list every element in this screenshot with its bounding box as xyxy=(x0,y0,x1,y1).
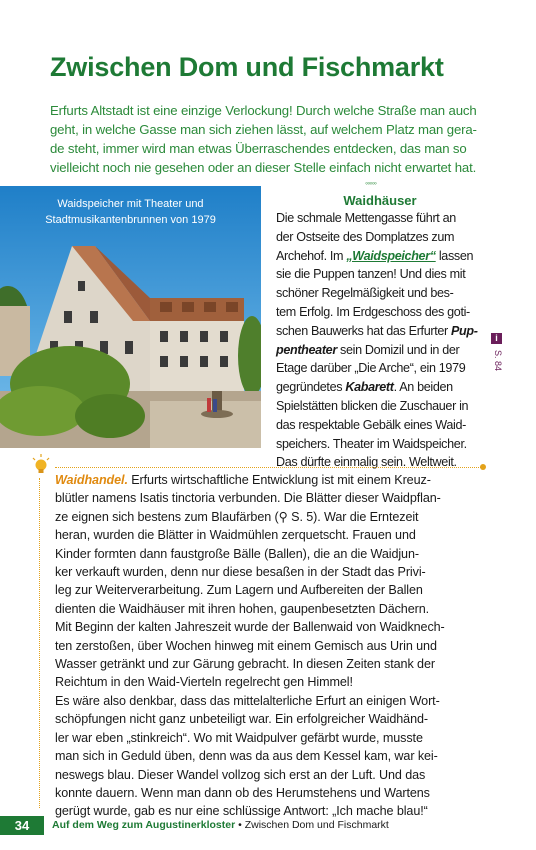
intro-line: de steht, immer wird man etwas Überraschendes entdecken, das man so xyxy=(50,141,467,156)
text-line: das respektable Gebälk eines Waid- xyxy=(276,417,466,432)
text-line: heran, wurden die Blätter in Waidmühlen zerquetscht. Frauen und xyxy=(55,528,416,543)
text-line: Etage darüber „Die Arche“, ein 1979 xyxy=(276,361,466,376)
caption-line: Stadtmusikantenbrunnen von 1979 xyxy=(45,214,216,226)
page-number: 34 xyxy=(0,816,44,835)
text-line: der Ostseite des Domplatzes zum xyxy=(276,229,455,244)
text-line: pentheater sein Domizil und in der xyxy=(276,342,460,357)
text-line: schöner Regelmäßigkeit und bes- xyxy=(276,286,454,301)
text-line: dienten die Waidhäuser mit ihren hohen, gaupenbesetzten Dächern. xyxy=(55,601,429,616)
page-footer xyxy=(0,816,536,835)
section-heading: Waidhäuser xyxy=(343,193,417,208)
text-line: Es wäre also denkbar, dass das mittelalterliche Erfurt an einigen Wort- xyxy=(55,693,440,708)
box-divider-dot xyxy=(480,464,486,470)
text-line: Die schmale Mettengasse führt an xyxy=(276,211,456,225)
text-line: ten zerstoßen, über Wochen hinweg mit einem Gemisch aus Urin und xyxy=(55,638,437,653)
text-line: leg zur Weiterverarbeitung. Zum Lagern und Aufbereiten der Ballen xyxy=(55,583,423,598)
text-line: schen Bauwerks hat das Erfurter Pup- xyxy=(276,323,478,338)
text-line: neswegs blau. Dieser Wandel vollzog sich erst an der Luft. Und das xyxy=(55,767,426,782)
text-line: sie die Puppen tanzen! Und dies mit xyxy=(276,267,466,282)
intro-line: geht, in welche Gasse man sich ziehen lässt, auf welchem Platz man gera- xyxy=(50,122,477,137)
text-line: Das dürfte einmalig sein. Weltweit. xyxy=(276,455,457,470)
text-line: konnte dauern. Wenn man dann ob des Herumstehens und Wartens xyxy=(55,785,430,800)
text-line: schöpfungen nicht ganz unbeteiligt war. Ein erfolgreicher Waidhänd- xyxy=(55,712,428,727)
page-title: Zwischen Dom und Fischmarkt xyxy=(50,52,444,82)
intro-line: vielleicht noch nie gesehen oder an dieser Stelle einfach nicht erwartet hat. xyxy=(50,160,477,175)
footer-breadcrumb: Auf dem Weg zum Augustinerkloster • Zwischen Dom und Fischmarkt xyxy=(52,819,389,831)
text-line: ler war eben „stinkreich“. Wo mit Waidpulver gefärbt wurde, musste xyxy=(55,730,423,745)
caption-line: Waidspeicher mit Theater und xyxy=(57,198,204,210)
info-icon[interactable]: i xyxy=(491,333,502,344)
box-divider xyxy=(55,467,485,468)
text-line: tem Erfolg. Im Erdgeschoss des goti- xyxy=(276,304,470,319)
text-line: Waidhandel. Erfurts wirtschaftliche Entwicklung ist mit einem Kreuz- xyxy=(55,473,431,487)
waidhandel-box xyxy=(55,471,485,821)
text-line: gerügt wurde, gab es nur eine schlüssige Antwort: „Ich mache blau!“ xyxy=(55,804,428,819)
text-line: Mit Beginn der kalten Jahreszeit wurde der Ballenwaid von Waidknech- xyxy=(55,620,445,635)
text-line: Spielstätten blicken die Zuschauer in xyxy=(276,398,469,413)
intro-line: Erfurts Altstadt ist eine einzige Verlockung! Durch welche Straße man auch xyxy=(50,103,477,118)
text-line: Wasser getränkt und zur Gärung gebracht. In diesen Zeiten stank der xyxy=(55,657,435,672)
box-border xyxy=(39,478,40,808)
text-line: Kinder formten dann faustgroße Bälle (Ballen), die an die Waidjun- xyxy=(55,546,419,561)
lightbulb-icon xyxy=(32,454,50,481)
text-line: speichers. Theater im Waidspeicher. xyxy=(276,436,467,451)
section-text xyxy=(276,209,488,472)
waidspeicher-link[interactable]: „Waidspeicher“ xyxy=(346,248,436,263)
text-line: ze eignen sich bestens zum Blaufärben (⚲ S. 5). War die Erntezeit xyxy=(55,509,419,524)
footer-route: Auf dem Weg zum Augustinerkloster xyxy=(52,819,236,831)
text-line: gegründetes Kabarett. An beiden xyxy=(276,380,453,395)
intro-paragraph xyxy=(50,101,490,177)
text-line: Reichtum in den Waid-Vierteln regelrecht gen Himmel! xyxy=(55,675,353,690)
footer-chapter: Zwischen Dom und Fischmarkt xyxy=(244,819,389,831)
text-line: Archehof. Im „Waidspeicher“ lassen xyxy=(276,248,474,263)
text-line: blütler namens Isatis tinctoria verbunden. Die Blätter dieser Waidpflan- xyxy=(55,491,441,506)
text-line: man sich in Geduld üben, denn was da aus dem Kessel kam, war kei- xyxy=(55,749,438,764)
photo-caption xyxy=(0,196,261,228)
text-line: ker verkauft wurden, denn nur diese besaßen in der Stadt das Privi- xyxy=(55,565,426,580)
ornament-divider: ◦◦◦◦◦ xyxy=(365,178,376,188)
box-lead: Waidhandel. xyxy=(55,473,128,487)
page-reference[interactable]: S. 84 xyxy=(493,350,503,372)
